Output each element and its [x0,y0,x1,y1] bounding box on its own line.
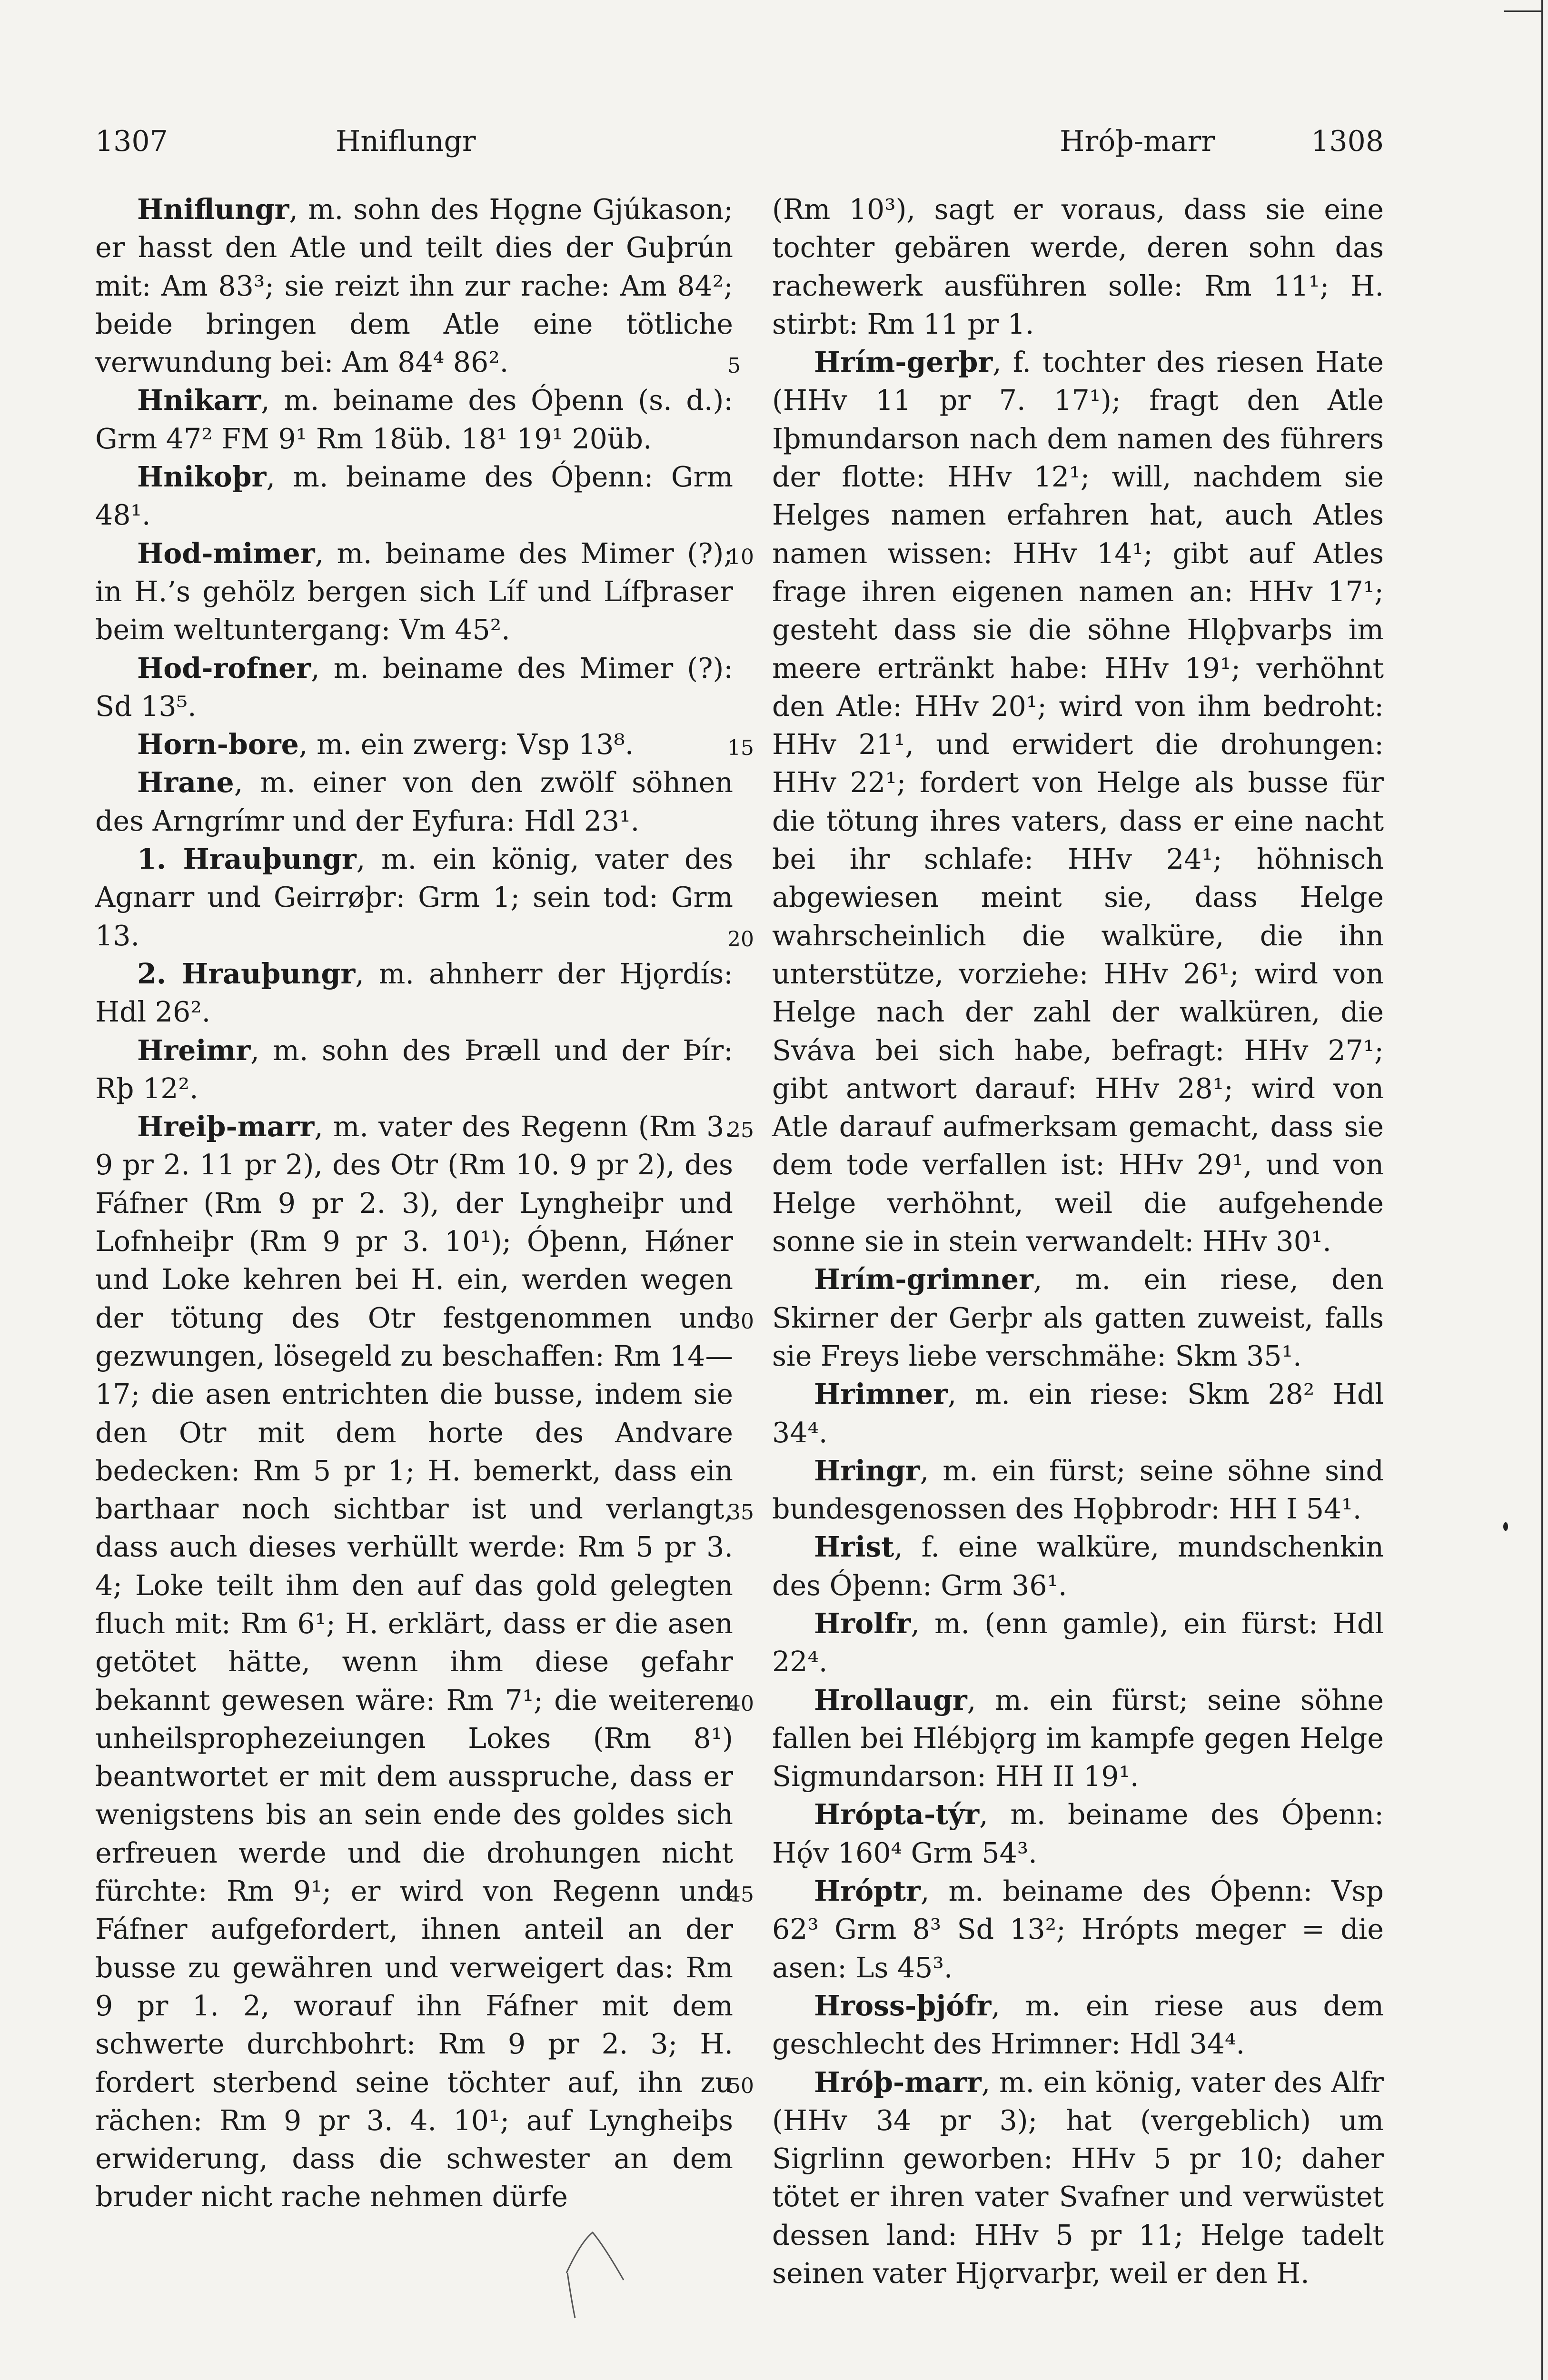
dictionary-entry [95,458,733,535]
dictionary-entry [772,1260,1384,1375]
left-column [95,190,733,2216]
entry-headword: Hróþ-marr [814,2065,982,2099]
running-head [95,120,1384,163]
dictionary-entry [772,1872,1384,1987]
page-number-left: 1307 [95,125,168,158]
entry-definition: , m. ein riese, den Skirner der Gerþr als gatten zuweist, falls sie Freys liebe verschmähe: Skm 35¹. [772,1263,1384,1372]
dictionary-entry [772,1452,1384,1528]
line-number: 5 [727,354,741,378]
entry-definition: , m. ein fürst; seine söhne fallen bei Hlébjǫrg im kampfe gegen Helge Sigmundarson: HH II 19¹. [772,1684,1384,1793]
dictionary-entry [772,1987,1384,2063]
entry-definition: , m. (enn gamle), ein fürst: Hdl 22⁴. [772,1607,1384,1678]
entry-definition: , m. einer von den zwölf söhnen des Arngrímr und der Eyfura: Hdl 23¹. [95,766,733,837]
entry-headword: 2. Hrauþungr [137,957,356,990]
entry-headword: Horn-bore [137,728,299,761]
dictionary-entry [772,1795,1384,1872]
dictionary-entry [95,725,733,764]
entry-headword: Hniflungr [137,193,289,226]
dictionary-entry [772,1375,1384,1452]
entry-headword: Hross-þjófr [814,1989,992,2022]
entry-headword: Hrolfr [814,1606,911,1640]
entry-headword: Hod-mimer [137,536,315,570]
entry-definition: , f. eine walküre, mundschenkin des Óþenn: Grm 36¹. [772,1531,1384,1602]
entry-headword: Hrollaugr [814,1683,967,1716]
entry-headword: Hreimr [137,1033,251,1067]
guide-word-right: Hróþ-marr [1060,125,1215,158]
dictionary-entry [772,1605,1384,1681]
line-number: 10 [727,545,754,569]
dictionary-entry [95,955,733,1031]
dictionary-entry [772,190,1384,343]
line-number: 45 [727,1883,754,1907]
dictionary-entry [95,381,733,458]
dictionary-entry [772,2063,1384,2293]
right-border-line [1541,0,1543,2380]
line-number: 50 [727,2073,754,2098]
entry-definition: , m. beiname des Óþenn: Hǫ́v 160⁴ Grm 54³. [772,1798,1384,1869]
top-right-tick [1504,10,1542,12]
dictionary-entry [95,1108,733,2216]
dictionary-entry [95,764,733,840]
entry-headword: Hringr [814,1454,920,1487]
entry-definition: , m. beiname des Mimer (?): Sd 13⁵. [95,652,733,723]
entry-headword: Hnikarr [137,384,261,417]
entry-definition: , m. ein könig, vater des Agnarr und Geirrøþr: Grm 1; sein tod: Grm 13. [95,843,733,952]
dictionary-entry [772,343,1384,1260]
entry-definition: , m. beiname des Óþenn (s. d.): Grm 47² FM 9¹ Rm 18üb. 18¹ 19¹ 20üb. [95,384,733,455]
entry-headword: Hod-rofner [137,651,311,684]
entry-definition: , m. ahnherr der Hjǫrdís: Hdl 26². [95,957,733,1029]
dictionary-entry [95,840,733,955]
page-number-right: 1308 [1311,125,1384,158]
entry-definition: , m. sohn des Þræll und der Þír: Rþ 12². [95,1034,733,1105]
entry-headword: 1. Hrauþungr [137,843,357,876]
entry-definition: , m. beiname des Óþenn: Vsp 62³ Grm 8³ Sd 13²; Hrópts meger = die asen: Ls 45³. [772,1875,1384,1984]
entry-definition: , m. beiname des Óþenn: Grm 48¹. [95,461,733,532]
entry-headword: Hrimner [814,1378,948,1411]
line-number: 20 [727,927,754,952]
dictionary-entry [772,1681,1384,1796]
entry-headword: Hrím-gerþr [814,346,993,379]
entry-headword: Hnikoþr [137,460,267,494]
line-number: 40 [727,1691,754,1716]
entry-headword: Hrópta-týr [814,1798,980,1831]
entry-definition: , m. ein riese: Skm 28² Hdl 34⁴. [772,1378,1384,1449]
entry-definition: , m. ein könig, vater des Alfr (HHv 34 pr 3); hat (vergeblich) um Sigrlinn geworben: HHv 5 pr 10; daher tötet er ihren vater Svafner und verwüstet dessen land: HHv 5 pr 11; Helge tadelt seinen vater Hjǫrvarþr, weil er den H. [772,2066,1384,2290]
dictionary-entry [772,1528,1384,1605]
entry-definition: , m. ein zwerg: Vsp 13⁸. [298,728,634,761]
entry-headword: Hróptr [814,1874,921,1908]
entry-definition: , f. tochter des riesen Hate (HHv 11 pr 7. 17¹); fragt den Atle Iþmundarson nach dem namen des führers der flotte: HHv 12¹; will, nachdem sie Helges namen erfahren hat, auch Atles namen wissen: HHv 14¹; gibt auf Atles frage ihren eigenen namen an: HHv 17¹; gesteht dass sie die söhne Hlǫþvarþs im meere ertränkt habe: HHv 19¹; verhöhnt den Atle: HHv 20¹; wird von ihm bedroht: HHv 21¹, und erwidert die drohungen: HHv 22¹; fordert von Helge als busse für die tötung ihres vaters, dass er eine nacht bei ihr schlafe: HHv 24¹; höhnisch abgewiesen meint sie, dass Helge wahrscheinlich die walküre, die ihn unterstütze, vorziehe: HHv 26¹; wird von Helge nach der zahl der walküren, die Sváva bei sich habe, befragt: HHv 27¹; gibt antwort darauf: HHv 28¹; wird von Atle darauf aufmerksam gemacht, dass sie dem tode verfallen ist: HHv 29¹, und von Helge verhöhnt, weil die aufgehende sonne sie in stein verwandelt: HHv 30¹. [772,346,1384,1258]
guide-word-left: Hniflungr [336,125,476,158]
entry-headword: Hrím-grimner [814,1263,1033,1296]
pencil-mark [562,2228,647,2323]
ink-speck [1503,1522,1508,1531]
dictionary-entry [95,649,733,726]
entry-definition: (Rm 10³), sagt er voraus, dass sie eine tochter gebären werde, deren sohn das rachewerk ausführen solle: Rm 11¹; H. stirbt: Rm 11 pr 1. [772,193,1384,340]
entry-definition: , m. ein fürst; seine söhne sind bundesgenossen des Hǫþbrodr: HH I 54¹. [772,1454,1384,1526]
entry-definition: , m. ein riese aus dem geschlecht des Hrimner: Hdl 34⁴. [772,1989,1384,2061]
dictionary-entry [95,190,733,381]
line-number: 30 [727,1309,754,1334]
dictionary-entry [95,535,733,649]
line-number: 35 [727,1500,754,1525]
entry-headword: Hrane [137,766,234,799]
line-number: 25 [727,1118,754,1143]
entry-definition: , m. sohn des Hǫgne Gjúkason; er hasst den Atle und teilt dies der Guþrún mit: Am 83³; sie reizt ihn zur rache: Am 84²; beide bringen dem Atle eine tötliche verwundung bei: Am 84⁴ 86². [95,193,733,379]
entry-headword: Hrist [814,1530,894,1564]
right-column [772,190,1384,2292]
line-number: 15 [727,736,754,761]
entry-definition: , m. vater des Regenn (Rm 3. 9 pr 2. 11 pr 2), des Otr (Rm 10. 9 pr 2), des Fáfner (Rm 9 pr 2. 3), der Lyngheiþr und Lofnheiþr (Rm 9 pr 3. 10¹); Óþenn, Hǿner und Loke kehren bei H. ein, werden wegen der tötung des Otr festgenommen und gezwungen, lösegeld zu beschaffen: Rm 14—17; die asen entrichten die busse, indem sie den Otr mit dem horte des Andvare bedecken: Rm 5 pr 1; H. bemerkt, dass ein barthaar noch sichtbar ist und verlangt, dass auch dieses verhüllt werde: Rm 5 pr 3. 4; Loke teilt ihm den auf das gold gelegten fluch mit: Rm 6¹; H. erklärt, dass er die asen getötet hätte, wenn ihm diese gefahr bekannt gewesen wäre: Rm 7¹; die weiteren unheilsprophezeiungen Lokes (Rm 8¹) beantwortet er mit dem ausspruche, dass er wenigstens bis an sein ende des goldes sich erfreuen werde und die drohungen nicht fürchte: Rm 9¹; er wird von Regenn und Fáfner aufgefordert, ihnen anteil an der busse zu gewähren und verweigert das: Rm 9 pr 1. 2, worauf ihn Fáfner mit dem schwerte durchbohrt: Rm 9 pr 2. 3; H. fordert sterbend seine töchter auf, ihn zu rächen: Rm 9 pr 3. 4. 10¹; auf Lyngheiþs erwiderung, dass die schwester an dem bruder nicht rache nehmen dürfe [95,1111,733,2213]
dictionary-entry [95,1031,733,1108]
entry-headword: Hreiþ-marr [137,1110,315,1143]
entry-definition: , m. beiname des Mimer (?); in H.’s gehölz bergen sich Líf und Lífþraser beim weltuntergang: Vm 45². [95,537,733,646]
